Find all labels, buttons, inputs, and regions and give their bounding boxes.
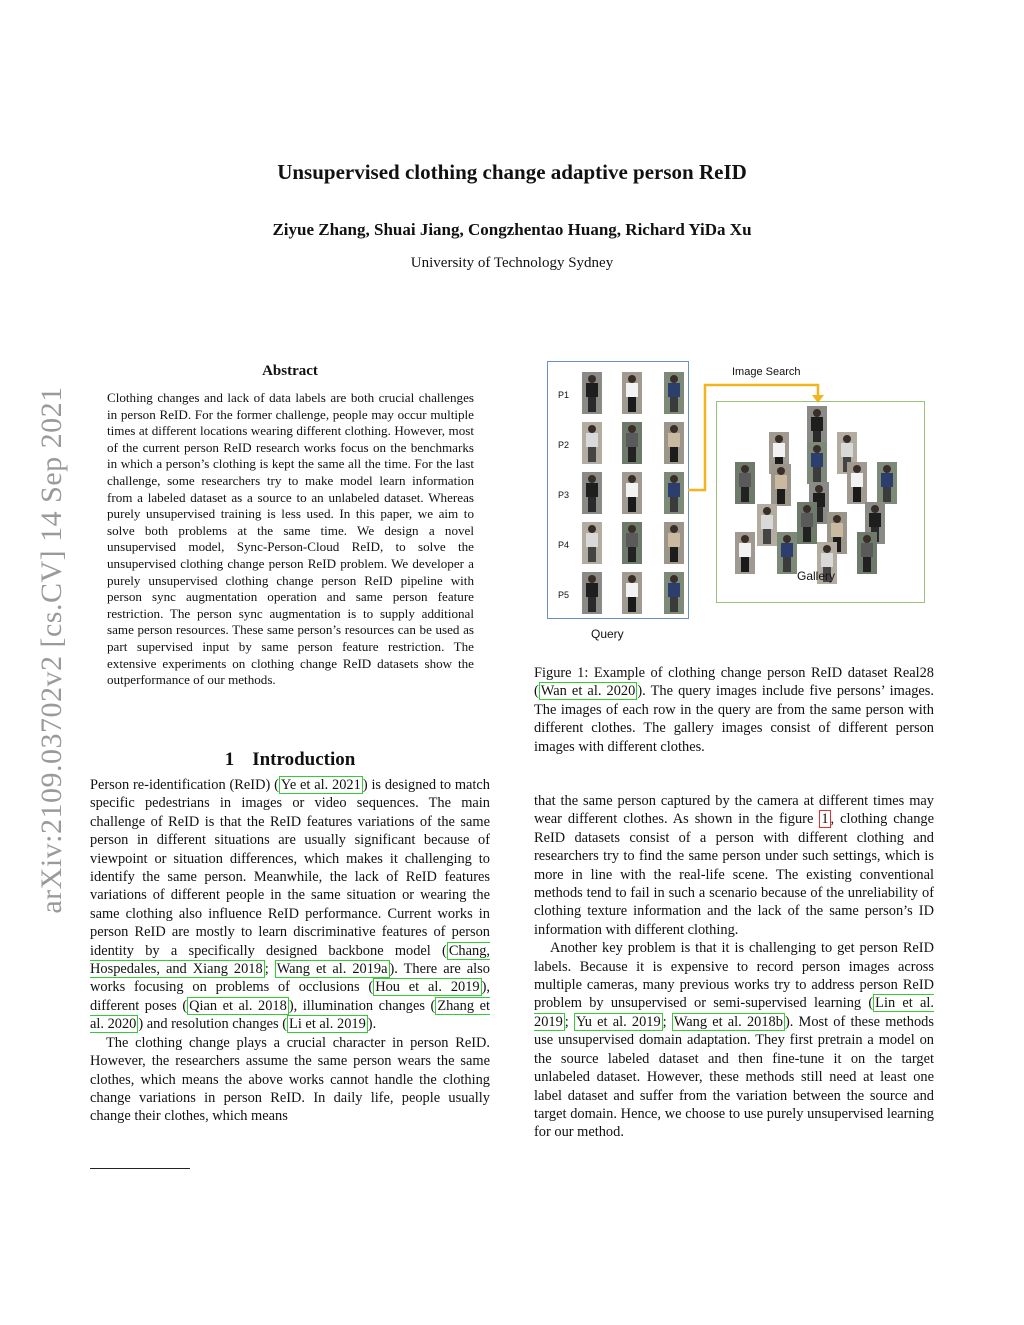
person-thumbnail xyxy=(735,462,755,504)
row-label: P1 xyxy=(558,390,570,400)
section-title: Introduction xyxy=(252,749,356,770)
figure-caption: Figure 1: Example of clothing change person ReID dataset Real28 ( Wan et al. 2020 ). The query images include five persons’ images. The images of each row in the query are from the same person with different clothes. The gallery images consist of different person images with different clothes. xyxy=(534,665,934,755)
footnote-rule xyxy=(90,1168,190,1169)
row-label: P3 xyxy=(558,490,570,500)
row-label: P2 xyxy=(558,440,570,450)
citation-link[interactable]: Yu et al. 2019 xyxy=(575,1013,661,1030)
intro-paragraph-4: Another key problem is that it is challenging to get person ReID labels. Because it is expensive to record person images across multiple cameras, many previous works try to address person ReID problem by unsupervised or semi-supervised learning ( Lin et al. 2019 ; Yu et al. 2019 ; Wang et al. 2018b ). Most of these methods use unsupervised domain adaptation. They first pretrain a model on the source labeled dataset and then fine-tune it on the target unlabeled dataset. However, these methods still need at least one label dataset and suffer from the variation between the source and target domain. Hence, we choose to use purely unsupervised learning for our method. xyxy=(534,940,934,1141)
citation-link[interactable]: Qian et al. 2018 xyxy=(189,997,287,1014)
row-label: P5 xyxy=(558,590,570,600)
abstract-heading: Abstract xyxy=(262,363,318,379)
person-thumbnail xyxy=(807,442,827,484)
person-thumbnail xyxy=(797,502,817,544)
gallery-label: Gallery xyxy=(797,569,836,583)
intro-paragraph-2: The clothing change plays a crucial character in person ReID. However, the researchers assume the same person wears the same clothes, which means the above works cannot handle the clothing change variations in person ReID. In daily life, people usually change their clothes, which means xyxy=(90,1034,490,1125)
citation-link[interactable]: Wang et al. 2019a xyxy=(276,961,388,978)
right-column xyxy=(534,792,934,1142)
paper-affiliation: University of Technology Sydney xyxy=(410,255,614,271)
person-thumbnail xyxy=(757,504,777,546)
arxiv-id: arXiv:2109.03702v2 [cs.CV] 14 Sep 2021 xyxy=(35,386,68,914)
intro-paragraph-1: Person re-identification (ReID) ( Ye et al. 2021 ) is designed to match specific pedestrians in images or video sequences. The main challenge of ReID is that the ReID features variations of the same person in different situations are usually significant because of viewpoint or situation differences, which makes it challenging to identify the same person. Meanwhile, the lack of ReID features variations of different people in the same situation or wearing the same clothing also influence ReID performance. Current works in person ReID are mostly to learn discriminative features of person identity by a specifically designed backbone model ( Chang, Hospedales, and Xiang 2018 ; Wang et al. 2019a ). There are also works focusing on problems of occlusions ( Hou et al. 2019 ), different poses ( Qian et al. 2018 ), illumination changes ( Zhang et al. 2020 ) and resolution changes ( Li et al. 2019 ). xyxy=(90,777,490,1033)
figure-1 xyxy=(540,355,940,655)
paper-title: Unsupervised clothing change adaptive person ReID xyxy=(277,160,747,184)
row-label: P4 xyxy=(558,540,570,550)
left-column xyxy=(90,776,490,1126)
person-thumbnail xyxy=(777,532,797,574)
person-thumbnail xyxy=(877,462,897,504)
section-heading xyxy=(90,749,490,771)
citation-link[interactable]: Hou et al. 2019 xyxy=(375,979,480,996)
query-label: Query xyxy=(591,627,624,641)
citation-link[interactable]: Li et al. 2019 xyxy=(289,1016,366,1033)
paper-authors: Ziyue Zhang, Shuai Jiang, Congzhentao Huang, Richard YiDa Xu xyxy=(272,220,752,239)
citation-link[interactable]: Wang et al. 2018b xyxy=(673,1013,783,1030)
figure-ref-link[interactable]: 1 xyxy=(821,811,829,828)
person-thumbnail xyxy=(771,464,791,506)
abstract-text: Clothing changes and lack of data labels are both crucial challenges in person ReID. For the former challenge, people may occur multiple times at different locations wearing different clothing. However, most of the current person ReID research works focus on the benchmarks in which a person’s clothing is kept the same all the time. For the last challenge, some researchers try to make model learn information from a labeled dataset as a source to an unlabeled dataset. Whereas purely unsupervised training is less used. In this paper, we aim to solve both problems at the same time. We design a novel unsupervised model, Sync-Person-Cloud ReID, to solve the unsupervised clothing change person ReID problem. We developer a purely unsupervised clothing change person ReID pipeline with person sync augmentation operation and same person feature restriction. The person sync augmentation is to supply additional same person resources. These same person’s resources can be used as part supervised input by same person feature restriction. The extensive experiments on clothing change ReID datasets show the outperformance of our methods. xyxy=(107,390,474,688)
person-thumbnail xyxy=(847,462,867,504)
person-thumbnail xyxy=(857,532,877,574)
citation-link[interactable]: Chang, Hospedales, and Xiang 2018 xyxy=(90,942,490,978)
intro-paragraph-3: that the same person captured by the camera at different times may wear different clothes. As shown in the figure 1 , clothing change ReID datasets consist of a person with different clothing and researchers try to find the same person under such settings, which is more in line with the real-life scene. The existing conventional methods tend to fail in such a scenario because of the unreliability of clothing texture information and the lack of the same person’s ID information with different clothing. xyxy=(534,793,934,938)
citation-link[interactable]: Ye et al. 2021 xyxy=(280,777,361,793)
citation-link[interactable]: Lin et al. 2019 xyxy=(534,995,934,1030)
citation-link[interactable]: Wan et al. 2020 xyxy=(540,683,636,700)
citation-link[interactable]: Zhang et al. 2020 xyxy=(90,997,490,1033)
image-search-label: Image Search xyxy=(732,366,801,378)
section-number: 1 xyxy=(224,749,235,770)
person-thumbnail xyxy=(735,532,755,574)
